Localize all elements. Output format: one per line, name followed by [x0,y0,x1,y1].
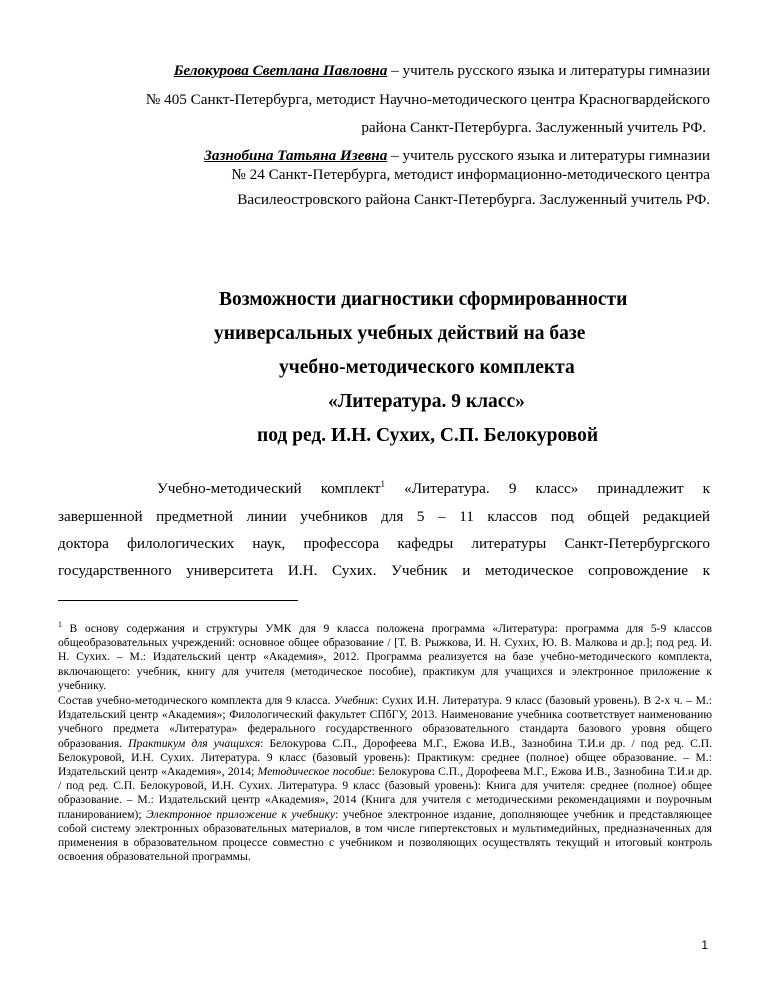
title-line-3: учебно-методического комплекта [279,357,575,378]
author-2-line-3: Василеостровского района Санкт-Петербурга. Заслуженный учитель РФ. [237,191,710,208]
body-word: «Литература. [404,480,490,497]
author-1-name: Белокурова Светлана Павловна [173,62,388,79]
footnote-text: : учебное электронное издание, дополняющее учебник и представляющее собой систему электронных образовательных материалов, в том числе гипертекстовых и мультимедийных, предназначенных для применения в образовательном процессе совместно с учебником и позволяющих осуществлять текущий и итоговый контроль освоения образовательной программы. [58,807,712,864]
footnote-text: : Белокурова С.П., Дорофеева М.Г., Ежова И.В., Зазнобина Т.И.и др. / под ред. С.П. Белокуровой, И.Н. Сухих. Литература. 9 класс (базовый уровень): Практикум: среднее (полное) общее образование. – М.: Издательский центр «Академия», 2014; [58,736,713,779]
title-line-4: «Литература. 9 класс» [328,391,525,412]
footnote-text: Состав учебно-методического комплекта для 9 класса. [58,694,335,707]
body-line-2: завершенной предметной линии учебников для 5 – 11 классов под общей редакцией [58,508,710,525]
footnote-paragraph-1 [58,622,712,693]
title-line-1: Возможности диагностики сформированности [219,289,628,310]
footnote-separator [58,600,298,601]
body-line-3: доктора филологических наук, профессора кафедры литературы Санкт-Петербургского [58,535,710,552]
author-1-role: – учитель русского языка и литературы гимназии [387,62,710,79]
author-2-name: Зазнобина Татьяна Изевна [204,147,388,164]
footnote-marker: 1 [58,620,62,630]
body-word: класс» [535,480,579,497]
title-line-2: универсальных учебных действий на базе [214,323,586,344]
footnote-text: : Сухих И.Н. Литература. 9 класс (базовый уровень). В 2-х ч. – М.: Издательский центр «Академия»; Филологический факультет СПбГУ, 2013. Наименование учебника соответствует наименованию учебного предмета «Литература» федерального государственного образовательного стандарта базового уровня общего образования. [58,694,712,750]
body-word: комплект [320,480,381,497]
author-1-line-3: района Санкт-Петербурга. Заслуженный учитель РФ. [361,119,706,136]
author-1-line-1 [174,61,710,80]
title-line-5: под ред. И.Н. Сухих, С.П. Белокуровой [257,425,599,446]
footnote-paragraph-2 [58,694,712,864]
body-word: принадлежит [597,480,684,497]
page-number: 1 [701,938,708,952]
footnote-italic: Учебник [334,694,376,707]
body-line-1 [157,479,710,498]
author-2-line-1 [204,146,710,165]
body-word: Учебно-методический [157,480,302,497]
footnote-text: В основу содержания и структуры УМК для 9 класса положена программа «Литература: программа для 5-9 классов общеобразовательных учреждений: основное общее образование / [Т. В. Рыжкова, И. Н. Сухих, Ю. В. Малкова и др.]; под ред. И. Н. Сухих. – М.: Издательский центр «Академия», 2012. Программа реализуется на базе учебно-методического комплекта, включающего: учебник, книгу для учителя (методическое пособие), практикум для учащихся и электронное приложение к учебнику. [58,622,712,692]
author-1-line-2: № 405 Санкт-Петербурга, методист Научно-методического центра Красногвардейского [145,91,710,108]
footnote-italic: Практикум для учащихся [128,736,261,750]
footnote-italic: Электронное приложение к учебнику [146,807,336,821]
author-2-role: – учитель русского языка и литературы гимназии [387,147,710,164]
footnote-italic: Методическое пособие [257,765,372,779]
author-2-line-2: № 24 Санкт-Петербурга, методист информационно-методического центра [231,166,710,183]
body-word: 9 [508,480,517,497]
body-word: к [702,480,711,497]
footnote-reference[interactable]: 1 [380,478,386,489]
footnote-text: : Белокурова С.П., Дорофеева М.Г., Ежова И.В., Зазнобина Т.И.и др. / под ред. С.П. Белокуровой, И.Н. Сухих. Литература. 9 класс (базовый уровень): Книга для учителя: среднее (полное) общее образование. – М.: Издательский центр «Академия», 2014 (Книга для учителя с методическими рекомендациями и поурочным планированием); [58,765,712,821]
body-line-4: государственного университета И.Н. Сухих. Учебник и методическое сопровождение к [58,562,710,579]
